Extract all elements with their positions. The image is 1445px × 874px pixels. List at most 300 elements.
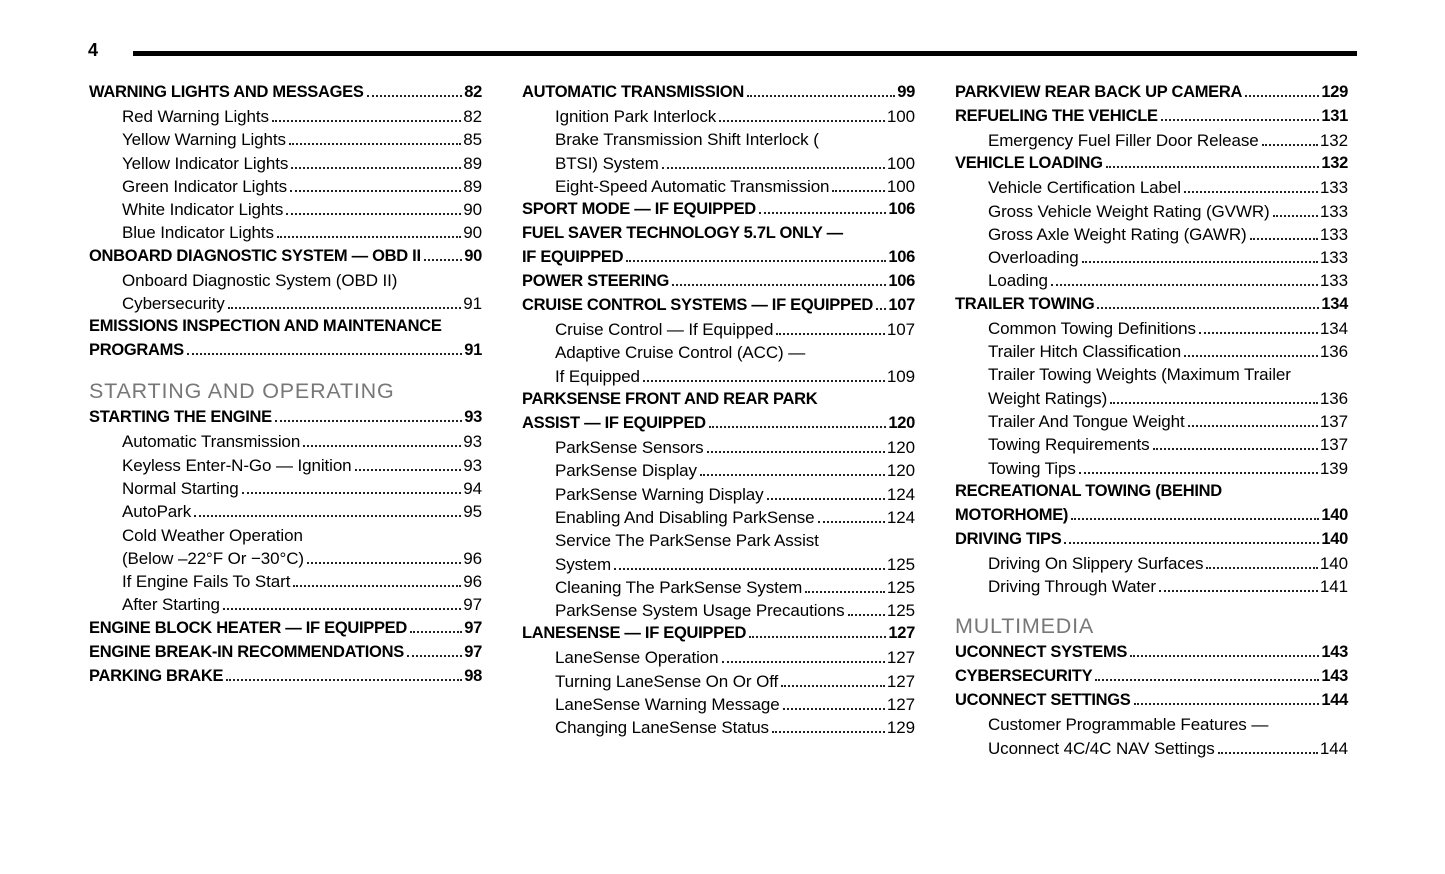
- entry-page-number: 139: [1319, 458, 1348, 478]
- entry-page-number: 94: [463, 478, 482, 498]
- entry-page-number: 140: [1321, 505, 1348, 524]
- entry-title: Overloading: [988, 248, 1079, 268]
- toc-entry-sub[interactable]: [522, 718, 915, 741]
- entry-page-number: 89: [463, 176, 482, 196]
- entry-title: AUTOMATIC TRANSMISSION: [522, 83, 744, 101]
- entry-title: VEHICLE LOADING: [955, 154, 1103, 173]
- toc-entry-sub[interactable]: [955, 248, 1348, 271]
- toc-entry-sub[interactable]: [522, 107, 915, 130]
- toc-entry-main[interactable]: [89, 619, 482, 643]
- entry-title: SPORT MODE — IF EQUIPPED: [522, 200, 756, 219]
- entry-title: WARNING LIGHTS AND MESSAGES: [89, 83, 364, 101]
- entry-page-number: 90: [463, 200, 482, 220]
- entry-page-number: 129: [1321, 83, 1348, 101]
- toc-entry-sub[interactable]: [89, 177, 482, 200]
- entry-page-number: 106: [888, 248, 915, 267]
- entry-page-number: 127: [886, 671, 915, 691]
- toc-entry-sub[interactable]: [522, 461, 915, 484]
- toc-entry-sub[interactable]: [89, 456, 482, 479]
- dot-leader: [1159, 590, 1318, 592]
- entry-page-number: 129: [886, 718, 915, 738]
- toc-entry-main[interactable]: [522, 200, 915, 224]
- entry-page-number: 109: [886, 366, 915, 386]
- toc-entry-sub[interactable]: [955, 435, 1348, 458]
- entry-page-number: 96: [463, 548, 482, 568]
- entry-title: Emergency Fuel Filler Door Release: [988, 131, 1259, 150]
- entry-page-number: 141: [1319, 577, 1348, 597]
- entry-title: LaneSense Operation: [555, 648, 719, 668]
- entry-page-number: 144: [1319, 738, 1348, 758]
- entry-title: PROGRAMS: [89, 341, 184, 360]
- entry-title: Adaptive Cruise Control (ACC) —: [555, 343, 806, 363]
- toc-entry-main[interactable]: [522, 414, 915, 438]
- entry-title: ParkSense Display: [555, 461, 697, 481]
- toc-entry-main[interactable]: [522, 390, 915, 414]
- entry-title: POWER STEERING: [522, 272, 670, 291]
- dot-leader: [776, 333, 885, 335]
- dot-leader: [709, 426, 887, 428]
- dot-leader: [277, 236, 461, 238]
- dot-leader: [1095, 679, 1319, 681]
- dot-leader: [291, 167, 461, 169]
- dot-leader: [424, 259, 463, 261]
- dot-leader: [1273, 215, 1318, 217]
- dot-leader: [1079, 472, 1318, 474]
- dot-leader: [1064, 542, 1319, 544]
- toc-entry-sub[interactable]: [955, 271, 1348, 294]
- entry-page-number: 137: [1319, 411, 1348, 431]
- dot-leader: [719, 120, 885, 122]
- dot-leader: [1097, 307, 1319, 309]
- dot-leader: [1245, 95, 1319, 97]
- dot-leader: [759, 212, 886, 214]
- toc-entry-sub[interactable]: [522, 343, 915, 366]
- toc-entry-sub[interactable]: [955, 319, 1348, 342]
- entry-page-number: 93: [463, 455, 482, 475]
- toc-entry-main[interactable]: [522, 624, 915, 648]
- dot-leader: [293, 585, 461, 587]
- toc-entry-main[interactable]: [89, 667, 482, 691]
- entry-page-number: 96: [463, 572, 482, 592]
- entry-page-number: 125: [886, 577, 915, 597]
- entry-title: FUEL SAVER TECHNOLOGY 5.7L ONLY —: [522, 224, 843, 243]
- dot-leader: [223, 608, 461, 610]
- toc-entry-main[interactable]: [522, 224, 915, 248]
- entry-title: TRAILER TOWING: [955, 294, 1095, 313]
- toc-entry-main[interactable]: [955, 691, 1348, 715]
- dot-leader: [772, 731, 885, 733]
- entry-title: MOTORHOME): [955, 505, 1069, 524]
- entry-title: Trailer And Tongue Weight: [988, 411, 1185, 431]
- dot-leader: [783, 708, 885, 710]
- toc-entry-main[interactable]: [522, 272, 915, 296]
- entry-title: DRIVING TIPS: [955, 529, 1062, 548]
- entry-title: Customer Programmable Features —: [988, 715, 1269, 735]
- toc-entry-sub[interactable]: [955, 577, 1348, 600]
- entry-page-number: 136: [1319, 342, 1348, 362]
- entry-title: Blue Indicator Lights: [122, 223, 274, 243]
- entry-title: Loading: [988, 271, 1048, 291]
- dot-leader: [1071, 518, 1319, 520]
- entry-title: RECREATIONAL TOWING (BEHIND: [955, 481, 1222, 500]
- dot-leader: [187, 353, 462, 355]
- toc-entry-sub[interactable]: [955, 365, 1348, 388]
- entry-page-number: 100: [886, 176, 915, 196]
- dot-leader: [1106, 166, 1320, 168]
- entry-page-number: 127: [888, 624, 915, 643]
- entry-page-number: 132: [1319, 131, 1348, 150]
- entry-page-number: 120: [886, 438, 915, 458]
- entry-page-number: 99: [897, 83, 915, 101]
- entry-title: Trailer Towing Weights (Maximum Trailer: [988, 365, 1291, 385]
- entry-title: Changing LaneSense Status: [555, 718, 769, 738]
- toc-entry-sub[interactable]: [89, 294, 482, 317]
- dot-leader: [626, 260, 886, 262]
- entry-title: CRUISE CONTROL SYSTEMS — IF EQUIPPED: [522, 296, 874, 315]
- entry-page-number: 136: [1319, 388, 1348, 408]
- dot-leader: [1134, 703, 1320, 705]
- entry-page-number: 134: [1321, 294, 1348, 313]
- entry-page-number: 127: [886, 648, 915, 668]
- toc-entry-sub[interactable]: [89, 154, 482, 177]
- toc-entry-sub[interactable]: [955, 412, 1348, 435]
- toc-entry-main[interactable]: [955, 667, 1348, 691]
- entry-page-number: 131: [1321, 107, 1348, 125]
- dot-leader: [228, 307, 462, 309]
- entry-title: Green Indicator Lights: [122, 176, 288, 196]
- dot-leader: [1199, 332, 1318, 334]
- dot-leader: [700, 474, 885, 476]
- entry-title: Normal Starting: [122, 478, 239, 498]
- entry-page-number: 125: [886, 601, 915, 621]
- entry-title: (Below –22°F Or −30°C): [122, 548, 304, 568]
- dot-leader: [832, 190, 885, 192]
- entry-title: Vehicle Certification Label: [988, 178, 1181, 198]
- dot-leader: [707, 451, 885, 453]
- entry-page-number: 85: [463, 130, 482, 150]
- dot-leader: [242, 492, 462, 494]
- dot-leader: [1161, 119, 1320, 121]
- toc-entry-main[interactable]: [955, 643, 1348, 667]
- toc-entry-main[interactable]: [955, 154, 1348, 178]
- toc-entry-sub[interactable]: [89, 107, 482, 130]
- entry-page-number: 133: [1319, 178, 1348, 198]
- entry-title: UCONNECT SETTINGS: [955, 691, 1131, 710]
- dot-leader: [848, 614, 885, 616]
- toc-entry-main[interactable]: [522, 248, 915, 272]
- toc-entry-sub[interactable]: [522, 438, 915, 461]
- toc-entry-sub[interactable]: [955, 178, 1348, 201]
- entry-title: Ignition Park Interlock: [555, 107, 717, 126]
- dot-leader: [876, 308, 886, 310]
- toc-column-1: [89, 83, 482, 691]
- header-rule: [133, 51, 1357, 56]
- toc-entry-main[interactable]: [89, 643, 482, 667]
- toc-entry-sub[interactable]: [89, 572, 482, 595]
- entry-page-number: 93: [463, 432, 482, 452]
- dot-leader: [747, 95, 895, 97]
- toc-column-2: [522, 83, 915, 742]
- dot-leader: [290, 190, 461, 192]
- toc-entry-sub[interactable]: [522, 578, 915, 601]
- entry-page-number: 127: [886, 695, 915, 715]
- dot-leader: [643, 380, 885, 382]
- dot-leader: [1110, 402, 1318, 404]
- entry-title: Enabling And Disabling ParkSense: [555, 507, 815, 527]
- dot-leader: [286, 213, 461, 215]
- toc-entry-main[interactable]: [955, 83, 1348, 107]
- dot-leader: [226, 679, 462, 681]
- toc-entry-sub[interactable]: [522, 601, 915, 624]
- entry-page-number: 120: [886, 461, 915, 481]
- entry-title: Cruise Control — If Equipped: [555, 320, 774, 340]
- entry-title: Uconnect 4C/4C NAV Settings: [988, 738, 1215, 758]
- entry-page-number: 106: [888, 272, 915, 291]
- entry-title: Weight Ratings): [988, 388, 1108, 408]
- dot-leader: [1184, 191, 1318, 193]
- entry-title: CYBERSECURITY: [955, 667, 1093, 686]
- toc-entry-sub[interactable]: [89, 130, 482, 153]
- entry-title: ParkSense Warning Display: [555, 484, 764, 504]
- entry-title: Gross Vehicle Weight Rating (GVWR): [988, 201, 1270, 221]
- toc-entry-sub[interactable]: [522, 130, 915, 153]
- entry-page-number: 82: [463, 107, 482, 126]
- toc-entry-sub[interactable]: [522, 485, 915, 508]
- entry-title: ENGINE BLOCK HEATER — IF EQUIPPED: [89, 618, 407, 637]
- entry-page-number: 106: [888, 200, 915, 219]
- entry-title: Cleaning The ParkSense System: [555, 577, 803, 597]
- toc-entry-sub[interactable]: [955, 739, 1348, 762]
- entry-page-number: 97: [464, 618, 482, 637]
- toc-entry-sub[interactable]: [89, 502, 482, 525]
- entry-page-number: 90: [463, 223, 482, 243]
- entry-page-number: 97: [464, 642, 482, 661]
- entry-title: Brake Transmission Shift Interlock (: [555, 130, 819, 150]
- toc-entry-sub[interactable]: [89, 200, 482, 223]
- dot-leader: [410, 631, 462, 633]
- toc-entry-sub[interactable]: [955, 715, 1348, 738]
- entry-page-number: 82: [464, 83, 482, 101]
- dot-leader: [1184, 355, 1318, 357]
- entry-title: If Engine Fails To Start: [122, 572, 291, 592]
- dot-leader: [355, 469, 462, 471]
- dot-leader: [672, 284, 886, 286]
- entry-title: Towing Tips: [988, 458, 1076, 478]
- entry-title: ParkSense System Usage Precautions: [555, 601, 845, 621]
- entry-page-number: 125: [886, 554, 915, 574]
- toc-entry-sub[interactable]: [955, 389, 1348, 412]
- dot-leader: [1188, 425, 1318, 427]
- entry-title: LANESENSE — IF EQUIPPED: [522, 624, 747, 643]
- toc-entry-sub[interactable]: [522, 695, 915, 718]
- dot-leader: [307, 562, 461, 564]
- entry-title: ASSIST — IF EQUIPPED: [522, 414, 706, 433]
- entry-page-number: 140: [1319, 553, 1348, 573]
- toc-entry-main[interactable]: [89, 317, 482, 341]
- entry-page-number: 107: [888, 296, 915, 315]
- entry-page-number: 91: [464, 341, 482, 360]
- toc-entry-main[interactable]: [522, 296, 915, 320]
- entry-title: ParkSense Sensors: [555, 438, 704, 458]
- page-number: 4: [88, 40, 99, 60]
- entry-title: BTSI) System: [555, 153, 659, 173]
- toc-entry-sub[interactable]: [89, 271, 482, 294]
- entry-title: Keyless Enter-N-Go — Ignition: [122, 455, 352, 475]
- toc-column-3: [955, 83, 1348, 762]
- toc-entry-main[interactable]: [955, 107, 1348, 131]
- dot-leader: [767, 498, 885, 500]
- entry-page-number: 107: [886, 320, 915, 340]
- dot-leader: [1082, 261, 1318, 263]
- entry-page-number: 144: [1321, 691, 1348, 710]
- dot-leader: [194, 515, 461, 517]
- entry-title: EMISSIONS INSPECTION AND MAINTENANCE: [89, 317, 442, 336]
- toc-entry-main[interactable]: [89, 247, 482, 271]
- dot-leader: [407, 655, 462, 657]
- toc-entry-sub[interactable]: [955, 202, 1348, 225]
- entry-page-number: 100: [886, 107, 915, 126]
- entry-page-number: 137: [1319, 435, 1348, 455]
- entry-page-number: 90: [464, 246, 482, 265]
- toc-entry-sub[interactable]: [89, 479, 482, 502]
- toc-entry-main[interactable]: [955, 506, 1348, 530]
- entry-title: After Starting: [122, 595, 220, 615]
- entry-title: PARKSENSE FRONT AND REAR PARK: [522, 390, 818, 409]
- entry-title: Driving Through Water: [988, 577, 1156, 597]
- entry-title: Cybersecurity: [122, 294, 225, 314]
- dot-leader: [303, 445, 461, 447]
- toc-entry-sub[interactable]: [955, 342, 1348, 365]
- toc-entry-sub[interactable]: [522, 555, 915, 578]
- entry-title: System: [555, 554, 612, 574]
- dot-leader: [1153, 448, 1318, 450]
- entry-page-number: 91: [463, 294, 482, 314]
- entry-page-number: 89: [463, 153, 482, 173]
- entry-title: PARKING BRAKE: [89, 666, 224, 685]
- toc-entry-sub[interactable]: [89, 595, 482, 618]
- entry-page-number: 132: [1321, 154, 1348, 173]
- toc-entry-main[interactable]: [955, 482, 1348, 506]
- entry-title: Eight-Speed Automatic Transmission: [555, 176, 830, 196]
- entry-page-number: 120: [888, 414, 915, 433]
- entry-title: Onboard Diagnostic System (OBD II): [122, 270, 398, 290]
- entry-title: LaneSense Warning Message: [555, 695, 780, 715]
- entry-title: UCONNECT SYSTEMS: [955, 643, 1128, 662]
- entry-title: White Indicator Lights: [122, 200, 284, 220]
- entry-page-number: 100: [886, 153, 915, 173]
- toc-entry-sub[interactable]: [522, 154, 915, 177]
- toc-entry-sub[interactable]: [955, 131, 1348, 154]
- dot-leader: [1250, 238, 1318, 240]
- toc-entry-sub[interactable]: [522, 672, 915, 695]
- entry-page-number: 97: [463, 595, 482, 615]
- entry-page-number: 140: [1321, 529, 1348, 548]
- toc-entry-main[interactable]: [955, 530, 1348, 554]
- entry-page-number: 133: [1319, 271, 1348, 291]
- toc-entry-sub[interactable]: [955, 554, 1348, 577]
- entry-title: Common Towing Definitions: [988, 318, 1196, 338]
- entry-title: Turning LaneSense On Or Off: [555, 671, 779, 691]
- entry-title: ENGINE BREAK-IN RECOMMENDATIONS: [89, 642, 404, 661]
- toc-entry-sub[interactable]: [89, 432, 482, 455]
- entry-title: REFUELING THE VEHICLE: [955, 107, 1158, 125]
- entry-page-number: 133: [1319, 224, 1348, 244]
- toc-entry-main[interactable]: [89, 83, 482, 107]
- entry-title: Gross Axle Weight Rating (GAWR): [988, 224, 1247, 244]
- toc-entry-sub[interactable]: [89, 526, 482, 549]
- entry-title: AutoPark: [122, 502, 192, 522]
- toc-entry-main[interactable]: [89, 341, 482, 365]
- dot-leader: [662, 167, 885, 169]
- entry-page-number: 134: [1319, 318, 1348, 338]
- entry-title: Yellow Indicator Lights: [122, 153, 289, 173]
- entry-page-number: 124: [886, 507, 915, 527]
- dot-leader: [749, 636, 886, 638]
- entry-title: IF EQUIPPED: [522, 248, 624, 267]
- entry-title: Automatic Transmission: [122, 432, 301, 452]
- toc-entry-sub[interactable]: [522, 648, 915, 671]
- dot-leader: [1262, 144, 1318, 146]
- entry-title: Trailer Hitch Classification: [988, 342, 1182, 362]
- entry-page-number: 143: [1321, 667, 1348, 686]
- toc-entry-sub[interactable]: [89, 223, 482, 246]
- toc-entry-sub[interactable]: [522, 320, 915, 343]
- toc-entry-sub[interactable]: [89, 549, 482, 572]
- entry-page-number: 95: [463, 502, 482, 522]
- dot-leader: [805, 591, 885, 593]
- entry-title: Towing Requirements: [988, 435, 1150, 455]
- entry-title: Cold Weather Operation: [122, 525, 303, 545]
- dot-leader: [289, 143, 461, 145]
- entry-title: Service The ParkSense Park Assist: [555, 531, 819, 551]
- entry-page-number: 98: [464, 666, 482, 685]
- entry-title: Red Warning Lights: [122, 107, 269, 126]
- toc-entry-sub[interactable]: [522, 531, 915, 554]
- dot-leader: [1206, 567, 1317, 569]
- toc-entry-sub[interactable]: [522, 367, 915, 390]
- toc-entry-sub[interactable]: [955, 459, 1348, 482]
- toc-entry-sub[interactable]: [955, 225, 1348, 248]
- entry-title: If Equipped: [555, 366, 640, 386]
- entry-page-number: 93: [464, 408, 482, 427]
- entry-title: PARKVIEW REAR BACK UP CAMERA: [955, 83, 1243, 101]
- dot-leader: [722, 661, 885, 663]
- toc-entry-main[interactable]: [522, 83, 915, 107]
- toc-entry-main[interactable]: [89, 408, 482, 432]
- entry-title: Driving On Slippery Surfaces: [988, 553, 1204, 573]
- toc-entry-sub[interactable]: [522, 508, 915, 531]
- entry-page-number: 124: [886, 484, 915, 504]
- entry-title: STARTING THE ENGINE: [89, 408, 272, 427]
- dot-leader: [1218, 752, 1318, 754]
- entry-title: ONBOARD DIAGNOSTIC SYSTEM — OBD II: [89, 246, 421, 265]
- entry-page-number: 143: [1321, 643, 1348, 662]
- toc-entry-main[interactable]: [955, 295, 1348, 319]
- dot-leader: [272, 120, 461, 122]
- entry-title: Yellow Warning Lights: [122, 130, 286, 150]
- dot-leader: [1130, 655, 1319, 657]
- dot-leader: [275, 420, 462, 422]
- section-heading: MULTIMEDIA: [955, 614, 1094, 639]
- dot-leader: [1051, 284, 1318, 286]
- section-heading: STARTING AND OPERATING: [89, 379, 395, 404]
- entry-page-number: 133: [1319, 248, 1348, 268]
- entry-page-number: 133: [1319, 201, 1348, 221]
- toc-entry-sub[interactable]: [522, 177, 915, 200]
- dot-leader: [781, 685, 885, 687]
- dot-leader: [614, 568, 885, 570]
- dot-leader: [818, 521, 885, 523]
